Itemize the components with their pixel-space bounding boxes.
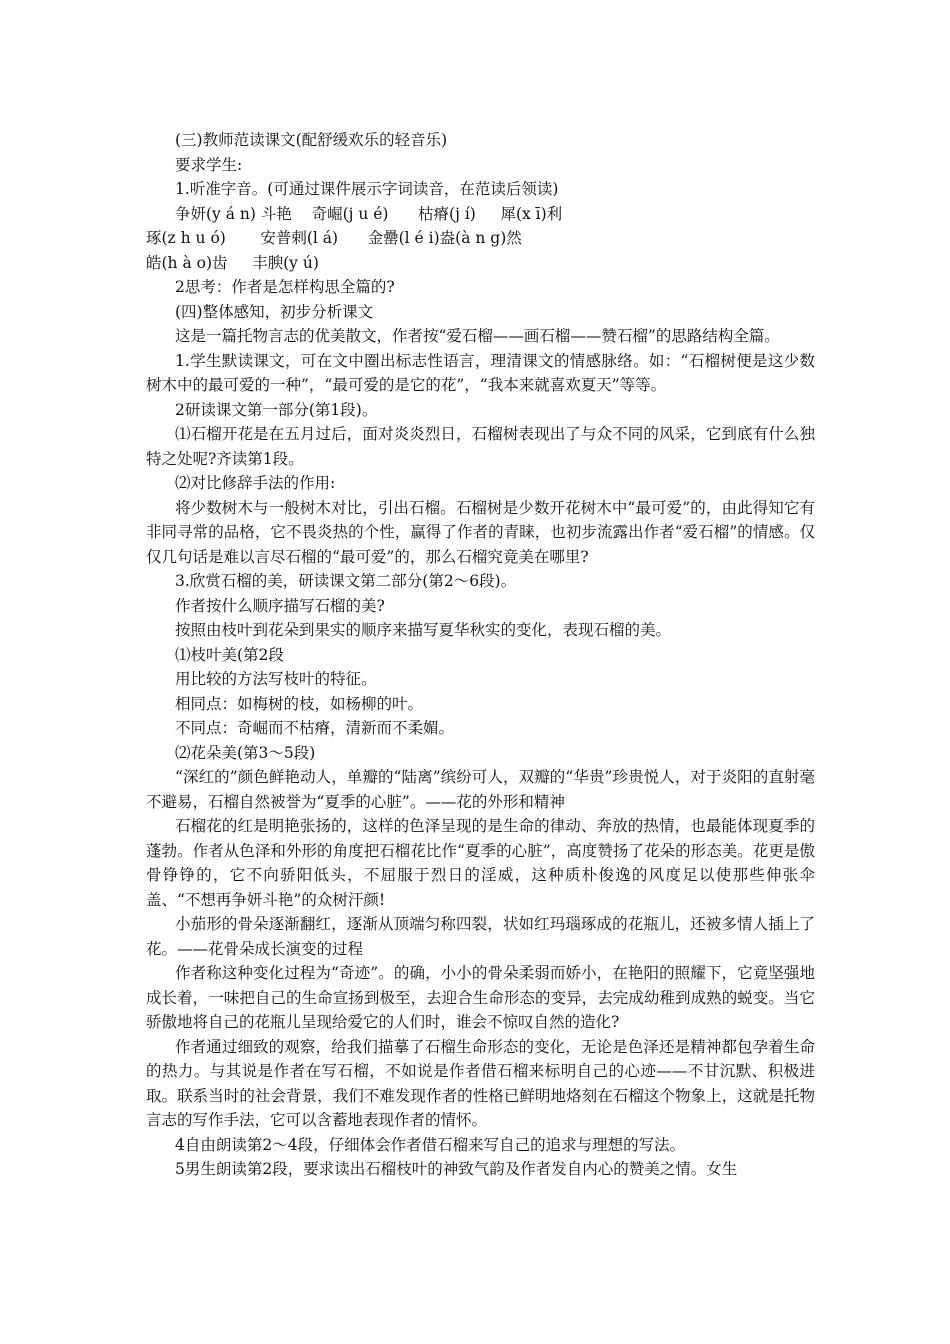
paragraph: 石榴花的红是明艳张扬的，这样的色泽呈现的是生命的律动、奔放的热情，也最能体现夏季的蓬勃。作者从色泽和外形的角度把石榴花比作“夏季的心脏”，高度赞扬了花朵的形态美。花更是傲骨铮铮的，它不向骄阳低头，不屈服于烈日的淫威，这种质朴俊逸的风度足以使那些伸张伞盖、“不想再争妍斗艳”的众树汗颜!: [146, 817, 815, 909]
paragraph: 相同点：如梅树的枝，如杨柳的叶。: [175, 694, 424, 713]
paragraph: 用比较的方法写枝叶的特征。: [175, 670, 377, 688]
paragraph: 1.学生默读课文，可在文中圈出标志性语言，理清课文的情感脉络。如：“石榴树便是这少数树木中的最可爱的一种”，“最可爱的是它的花”，“我本来就喜欢夏天”等等。: [146, 351, 815, 394]
paragraph: ⑴枝叶美(第2段: [175, 645, 284, 664]
section-heading-3: (三)教师范读课文(配舒缓欢乐的轻音乐): [175, 131, 448, 149]
paragraph: 要求学生:: [175, 155, 243, 174]
section-heading-4: (四)整体感知，初步分析课文: [175, 302, 374, 321]
paragraph: 4自由朗读第2～4段，仔细体会作者借石榴来写自己的追求与理想的写法。: [175, 1135, 686, 1154]
paragraph: 作者通过细致的观察，给我们描摹了石榴生命形态的变化，无论是色泽还是精神都包孕着生命的热力。与其说是作者在写石榴，不如说是作者借石榴来标明自己的心迹——不甘沉默、积极进取。联系当时的社会背景，我们不难发现作者的性格已鲜明地烙刻在石榴这个物象上，这就是托物言志的写作手法，它可以含蓄地表现作者的情怀。: [146, 1037, 815, 1129]
paragraph: ⑵对比修辞手法的作用:: [175, 474, 336, 492]
paragraph: 2思考：作者是怎样构思全篇的?: [175, 278, 395, 296]
paragraph: 1.听准字音。(可通过课件展示字词读音，在范读后领读): [175, 180, 559, 198]
paragraph: 按照由枝叶到花朵到果实的顺序来描写夏华秋实的变化，表现石榴的美。: [175, 621, 672, 639]
paragraph: 作者按什么顺序描写石榴的美?: [175, 596, 385, 615]
pinyin-line: 皓(h à o)齿 丰腴(y ú): [146, 253, 319, 272]
paragraph: 5男生朗读第2段，要求读出石榴枝叶的神致气韵及作者发自内心的赞美之情。女生: [175, 1160, 738, 1178]
paragraph: 小茄形的骨朵逐渐翻红，逐渐从顶端匀称四裂，状如红玛瑙琢成的花瓶儿，还被多情人插上了花。——花骨朵成长演变的过程: [146, 915, 815, 958]
paragraph: 将少数树木与一般树木对比，引出石榴。石榴树是少数开花树木中“最可爱”的，由此得知它有非同寻常的品格，它不畏炎热的个性，赢得了作者的青睐，也初步流露出作者“爱石榴”的情感。仅仅几句话是难以言尽石榴的“最可爱”的，那么石榴究竟美在哪里?: [146, 498, 815, 566]
paragraph: “深红的”颜色鲜艳动人，单瓣的“陆离”缤纷可人，双瓣的“华贵”珍贵悦人，对于炎阳的直射毫不避易，石榴自然被誉为“夏季的心脏”。——花的外形和精神: [146, 768, 815, 811]
paragraph: 3.欣赏石榴的美，研读课文第二部分(第2～6段)。: [175, 572, 517, 590]
pinyin-line: 争妍(y á n) 斗艳 奇崛(j u é) 枯瘠(j í) 犀(x ī)利: [175, 204, 563, 223]
pinyin-line: 琢(z h u ó) 安普剌(l á) 金罍(l é i)盎(à n g)然: [146, 229, 522, 247]
paragraph: 2研读课文第一部分(第1段)。: [175, 400, 378, 419]
document-body: [146, 128, 815, 1182]
paragraph: 作者称这种变化过程为“奇迹”。的确，小小的骨朵柔弱而娇小，在艳阳的照耀下，它竟坚强地成长着，一味把自己的生命宣扬到极至，去迎合生命形态的变异，去完成幼稚到成熟的蜕变。当它骄傲地将自己的花瓶儿呈现给爱它的人们时，谁会不惊叹自然的造化?: [146, 964, 815, 1031]
paragraph: ⑴石榴开花是在五月过后，面对炎炎烈日，石榴树表现出了与众不同的风采，它到底有什么独特之处呢?齐读第1段。: [146, 425, 815, 468]
paragraph: ⑵花朵美(第3～5段): [175, 743, 316, 762]
paragraph: 不同点：奇崛而不枯瘠，清新而不柔媚。: [175, 719, 455, 737]
paragraph: 这是一篇托物言志的优美散文，作者按“爱石榴——画石榴——赞石榴”的思路结构全篇。: [175, 327, 780, 345]
